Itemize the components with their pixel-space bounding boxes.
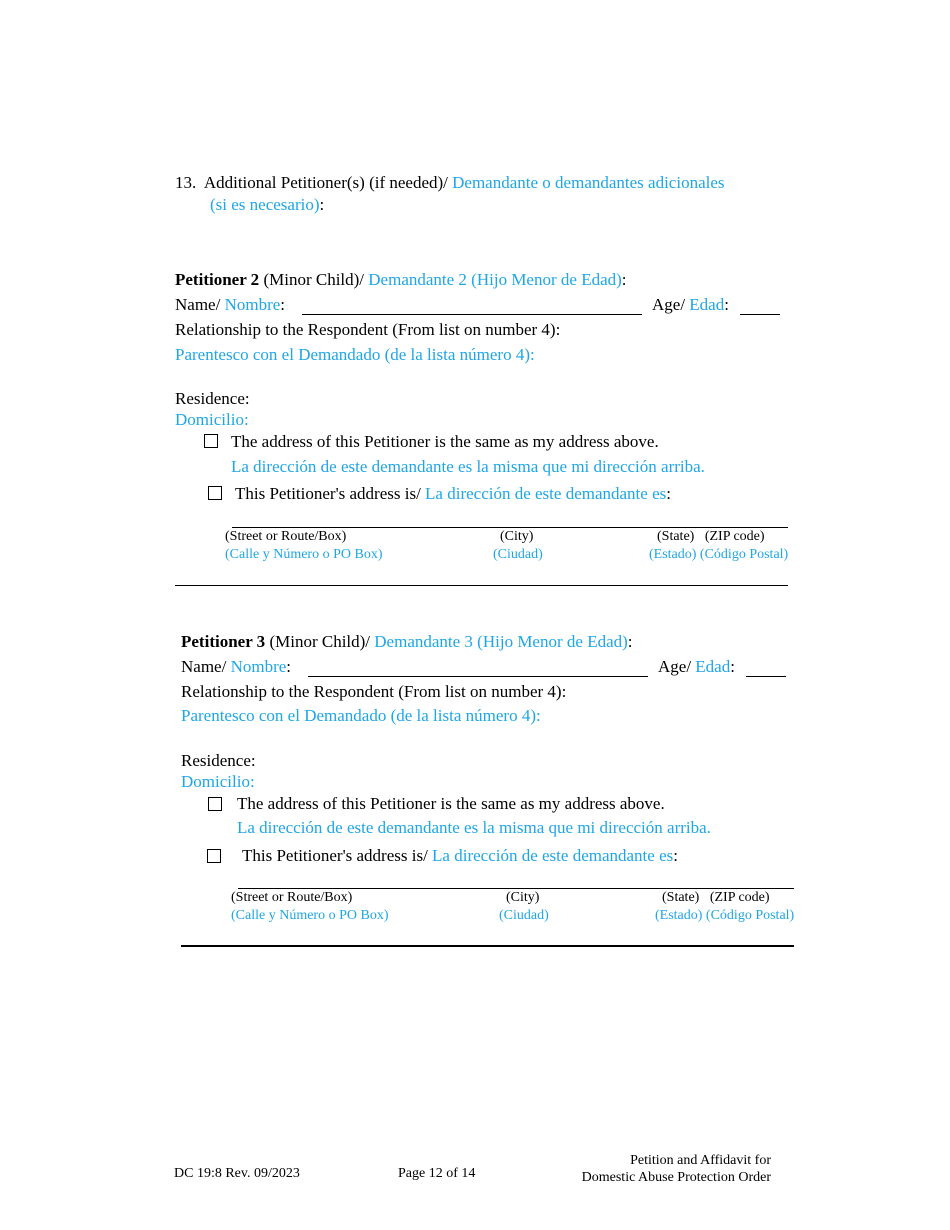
petitioner-3-age-row: Age/ Edad:: [658, 657, 735, 676]
petitioner-2-relationship-es: Parentesco con el Demandado (de la lista número 4):: [175, 345, 535, 364]
street-caption-en: (Street or Route/Box): [231, 890, 353, 905]
city-caption-es: (Ciudad): [493, 547, 543, 562]
name-label-en: Name/: [175, 295, 221, 314]
other-address-en: This Petitioner's address is/: [242, 846, 428, 865]
footer-title-line1: Petition and Affidavit for: [630, 1153, 771, 1168]
other-address-en: This Petitioner's address is/: [235, 484, 421, 503]
petitioner-2-relationship-en: Relationship to the Respondent (From list on number 4):: [175, 320, 561, 339]
petitioner-3-same-address-es: La dirección de este demandante es la misma que mi dirección arriba.: [237, 818, 711, 837]
petitioner-3-title: Petitioner 3 (Minor Child)/ Demandante 3 (Hijo Menor de Edad):: [181, 632, 633, 651]
petitioner-3-name-row: Name/ Nombre:: [181, 657, 292, 676]
age-label-en: Age/: [658, 657, 692, 676]
name-label-es: Nombre: [230, 657, 287, 676]
petitioner-3-residence-es: Domicilio:: [181, 772, 255, 791]
section-13-heading-line2: [210, 195, 324, 215]
section-number: 13.: [175, 173, 197, 192]
petitioner-2-name-field[interactable]: [302, 314, 642, 315]
footer-title: [582, 1153, 771, 1187]
state-zip-caption-es: (Estado) (Código Postal): [655, 908, 795, 923]
name-label-en: Name/: [181, 657, 227, 676]
city-caption-es: (Ciudad): [499, 908, 549, 923]
petitioner-title-bold: Petitioner 3: [181, 632, 266, 651]
age-label-es: Edad: [689, 295, 725, 314]
petitioner-2-divider: [175, 585, 788, 586]
petitioner-3-relationship-en: Relationship to the Respondent (From list on number 4):: [181, 682, 567, 701]
street-caption-es: (Calle y Número o PO Box): [231, 908, 389, 923]
footer-page-number: Page 12 of 14: [398, 1166, 476, 1181]
petitioner-title-es: Demandante 2 (Hijo Menor de Edad): [368, 270, 622, 289]
petitioner-3-name-field[interactable]: [308, 676, 648, 677]
petitioner-2-same-address-checkbox[interactable]: [204, 434, 218, 448]
age-label-es: Edad: [695, 657, 731, 676]
petitioner-3-same-address-en: The address of this Petitioner is the same as my address above.: [237, 794, 665, 813]
street-caption-es: (Calle y Número o PO Box): [225, 547, 383, 562]
city-caption-en: (City): [500, 529, 534, 544]
petitioner-3-address-field[interactable]: [238, 888, 794, 889]
petitioner-title-es: Demandante 3 (Hijo Menor de Edad): [374, 632, 628, 651]
petitioner-title-en: (Minor Child)/: [269, 632, 371, 651]
section-label-en: Additional Petitioner(s) (if needed)/: [203, 173, 448, 192]
age-label-en: Age/: [652, 295, 686, 314]
section-label-es-2: (si es necesario): [210, 195, 320, 214]
petitioner-3-divider: [181, 945, 794, 947]
footer-form-id: DC 19:8 Rev. 09/2023: [174, 1166, 300, 1181]
petitioner-2-residence-es: Domicilio:: [175, 410, 249, 429]
state-zip-caption-en: (State) (ZIP code): [657, 529, 765, 544]
section-13-heading: [175, 173, 725, 193]
petitioner-2-same-address-es: La dirección de este demandante es la misma que mi dirección arriba.: [231, 457, 705, 476]
section-colon: :: [319, 195, 325, 214]
petitioner-2-age-row: Age/ Edad:: [652, 295, 729, 314]
petitioner-2-address-field[interactable]: [232, 527, 788, 528]
petitioner-2-other-address-label: This Petitioner's address is/ La dirección de este demandante es:: [235, 484, 671, 503]
petitioner-title-en: (Minor Child)/: [263, 270, 365, 289]
petitioner-3-relationship-es: Parentesco con el Demandado (de la lista número 4):: [181, 706, 541, 725]
state-zip-caption-en: (State) (ZIP code): [662, 890, 770, 905]
petitioner-3-same-address-checkbox[interactable]: [208, 797, 222, 811]
city-caption-en: (City): [506, 890, 540, 905]
state-zip-caption-es: (Estado) (Código Postal): [649, 547, 789, 562]
section-label-es: Demandante o demandantes adicionales: [452, 173, 725, 192]
petitioner-3-other-address-checkbox[interactable]: [207, 849, 221, 863]
petitioner-title-bold: Petitioner 2: [175, 270, 260, 289]
name-label-es: Nombre: [224, 295, 281, 314]
petitioner-2-title: Petitioner 2 (Minor Child)/ Demandante 2 (Hijo Menor de Edad):: [175, 270, 627, 289]
petitioner-3-residence-en: Residence:: [181, 751, 256, 770]
petitioner-2-age-field[interactable]: [740, 314, 780, 315]
other-address-es: La dirección de este demandante es: [432, 846, 674, 865]
street-caption-en: (Street or Route/Box): [225, 529, 347, 544]
petitioner-3-age-field[interactable]: [746, 676, 786, 677]
petitioner-3-other-address-label: This Petitioner's address is/ La dirección de este demandante es:: [242, 846, 678, 865]
petitioner-2-residence-en: Residence:: [175, 389, 250, 408]
footer-title-line2: Domestic Abuse Protection Order: [581, 1169, 771, 1185]
petitioner-2-name-row: Name/ Nombre:: [175, 295, 286, 314]
other-address-es: La dirección de este demandante es: [425, 484, 667, 503]
petitioner-2-same-address-en: The address of this Petitioner is the same as my address above.: [231, 432, 659, 451]
petitioner-2-other-address-checkbox[interactable]: [208, 486, 222, 500]
